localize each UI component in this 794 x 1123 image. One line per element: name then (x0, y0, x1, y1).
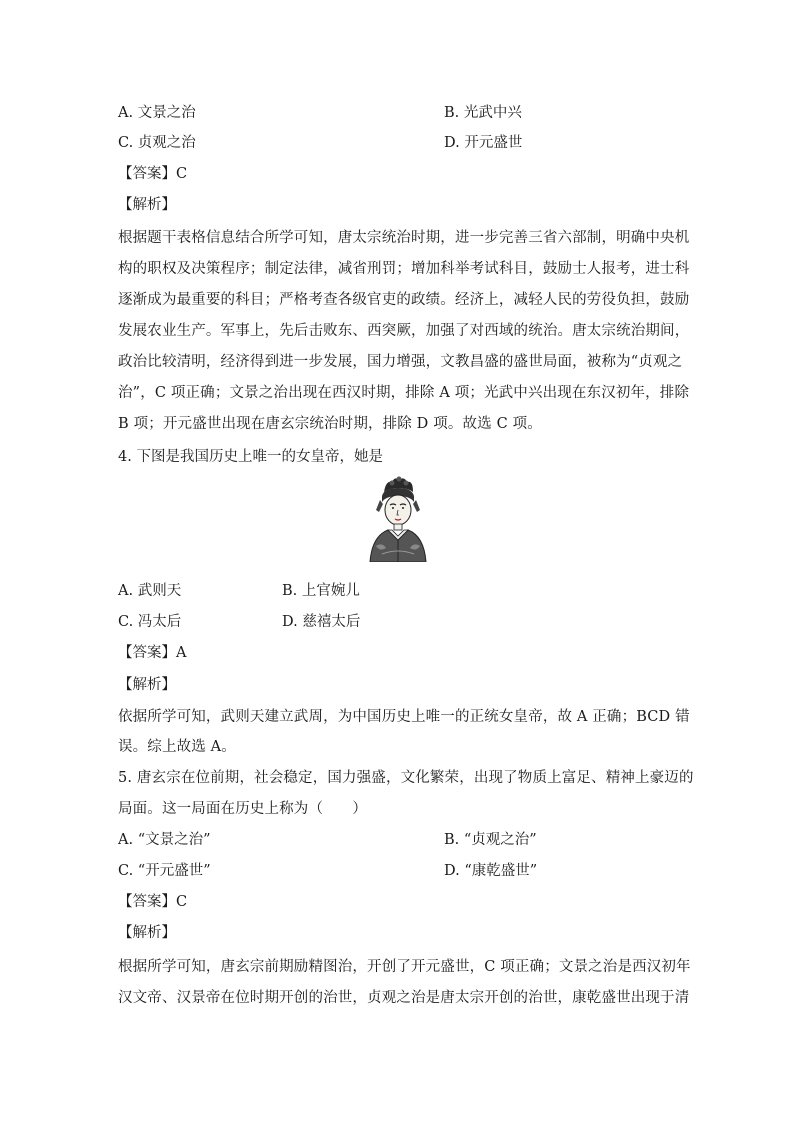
q3-option-c: C. 贞观之治 (118, 135, 196, 151)
q3-analysis-line: 政治比较清明，经济得到进一步发展，国力增强，文教昌盛的盛世局面，被称为“贞观之 (118, 354, 683, 370)
q5-analysis-line: 汉文帝、汉景帝在位时期开创的治世，贞观之治是唐太宗开创的治世，康乾盛世出现于清 (118, 990, 690, 1006)
empress-portrait-image (362, 474, 434, 562)
q3-analysis-line: 发展农业生产。军事上，先后击败东、西突厥，加强了对西域的统治。唐太宗统治期间， (118, 323, 690, 339)
q4-option-c: C. 冯太后 (118, 614, 182, 630)
q5-analysis-line: 根据所学可知，唐玄宗前期励精图治，开创了开元盛世，C 项正确；文景之治是西汉初年 (118, 959, 691, 975)
q5-stem-line: 局面。这一局面在历史上称为（ ） (118, 801, 368, 817)
q5-analysis-title: 【解析】 (118, 925, 176, 941)
q5-option-d: D. “康乾盛世” (444, 863, 538, 879)
q3-analysis-line: 构的职权及决策程序；制定法律，减省刑罚；增加科举考试科目，鼓励士人报考，进士科 (118, 261, 690, 277)
q3-analysis-line: 逐渐成为最重要的科目；严格考查各级官吏的政绩。经济上，减轻人民的劳役负担，鼓励 (118, 292, 690, 308)
q3-answer: 【答案】C (118, 166, 188, 182)
q3-analysis-line: 治”，C 项正确；文景之治出现在西汉时期，排除 A 项；光武中兴出现在东汉初年，排除 (118, 385, 690, 401)
q3-analysis-line: 根据题干表格信息结合所学可知，唐太宗统治时期，进一步完善三省六部制，明确中央机 (118, 230, 690, 246)
q3-option-a: A. 文景之治 (118, 105, 196, 121)
q3-option-d: D. 开元盛世 (444, 135, 523, 151)
q4-option-a: A. 武则天 (118, 583, 182, 599)
q4-analysis-line: 误。综上故选 A。 (118, 739, 236, 755)
q3-option-b: B. 光武中兴 (444, 105, 522, 121)
q4-analysis-line: 依据所学可知，武则天建立武周，为中国历史上唯一的正统女皇帝，故 A 正确；BCD 错 (118, 709, 690, 725)
q4-stem: 4. 下图是我国历史上唯一的女皇帝，她是 (118, 449, 383, 465)
q4-option-d: D. 慈禧太后 (282, 614, 361, 630)
q3-analysis-line: B 项；开元盛世出现在唐玄宗统治时期，排除 D 项。故选 C 项。 (118, 416, 542, 432)
q5-option-a: A. “文景之治” (118, 832, 211, 848)
q5-answer: 【答案】C (118, 894, 188, 910)
q3-analysis-title: 【解析】 (118, 197, 176, 213)
q5-option-c: C. “开元盛世” (118, 863, 211, 879)
q4-analysis-title: 【解析】 (118, 677, 176, 693)
q4-option-b: B. 上官婉儿 (282, 583, 360, 599)
q5-option-b: B. “贞观之治” (444, 832, 537, 848)
q4-answer: 【答案】A (118, 645, 187, 661)
q5-stem-line: 5. 唐玄宗在位前期，社会稳定，国力强盛，文化繁荣，出现了物质上富足、精神上豪迈的 (118, 770, 694, 786)
